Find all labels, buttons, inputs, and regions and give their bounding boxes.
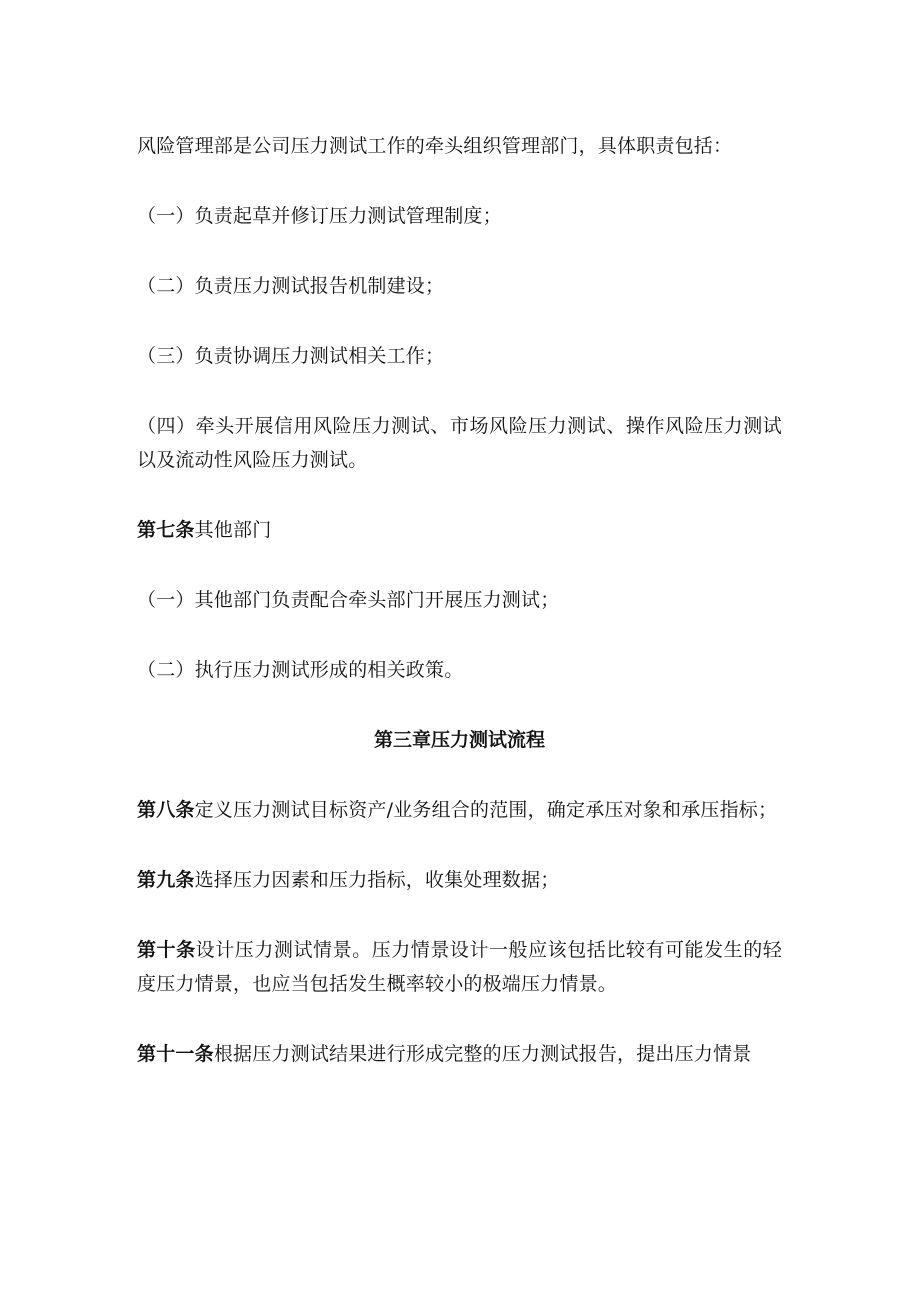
risk-item-4: （四）牵头开展信用风险压力测试、市场风险压力测试、操作风险压力测试以及流动性风险压力测试。 bbox=[137, 415, 782, 471]
risk-item-3: （三）负责协调压力测试相关工作； bbox=[137, 345, 445, 367]
intro-paragraph: 风险管理部是公司压力测试工作的牵头组织管理部门，具体职责包括： bbox=[137, 135, 733, 157]
article-7-paragraph bbox=[137, 513, 782, 547]
article-10-paragraph bbox=[137, 933, 782, 1001]
article-8-text: 定义压力测试目标资产/业务组合的范围，确定承压对象和承压指标； bbox=[194, 799, 778, 821]
article-11-text: 根据压力测试结果进行形成完整的压力测试报告，提出压力情景 bbox=[213, 1043, 752, 1065]
article-8-paragraph bbox=[137, 793, 782, 827]
article-11-label: 第十一条 bbox=[137, 1043, 214, 1065]
other-item-2: （二）执行压力测试形成的相关政策。 bbox=[137, 659, 464, 681]
article-10-label: 第十条 bbox=[137, 939, 196, 961]
article-9-paragraph bbox=[137, 863, 782, 897]
risk-item-1: （一）负责起草并修订压力测试管理制度； bbox=[137, 205, 502, 227]
article-9-text: 选择压力因素和压力指标，收集处理数据； bbox=[194, 869, 560, 891]
article-11-paragraph bbox=[137, 1037, 782, 1071]
article-8-label: 第八条 bbox=[137, 799, 195, 821]
chapter-3-title: 第三章压力测试流程 bbox=[373, 729, 545, 751]
article-10-text: 设计压力测试情景。压力情景设计一般应该包括比较有可能发生的轻度压力情景，也应当包括发生概率较小的极端压力情景。 bbox=[137, 939, 782, 995]
article-9-label: 第九条 bbox=[137, 869, 195, 891]
other-item-1: （一）其他部门负责配合牵头部门开展压力测试； bbox=[137, 589, 560, 611]
article-7-text: 其他部门 bbox=[194, 519, 272, 541]
risk-item-2: （二）负责压力测试报告机制建设； bbox=[137, 275, 445, 297]
article-7-label: 第七条 bbox=[137, 519, 195, 541]
